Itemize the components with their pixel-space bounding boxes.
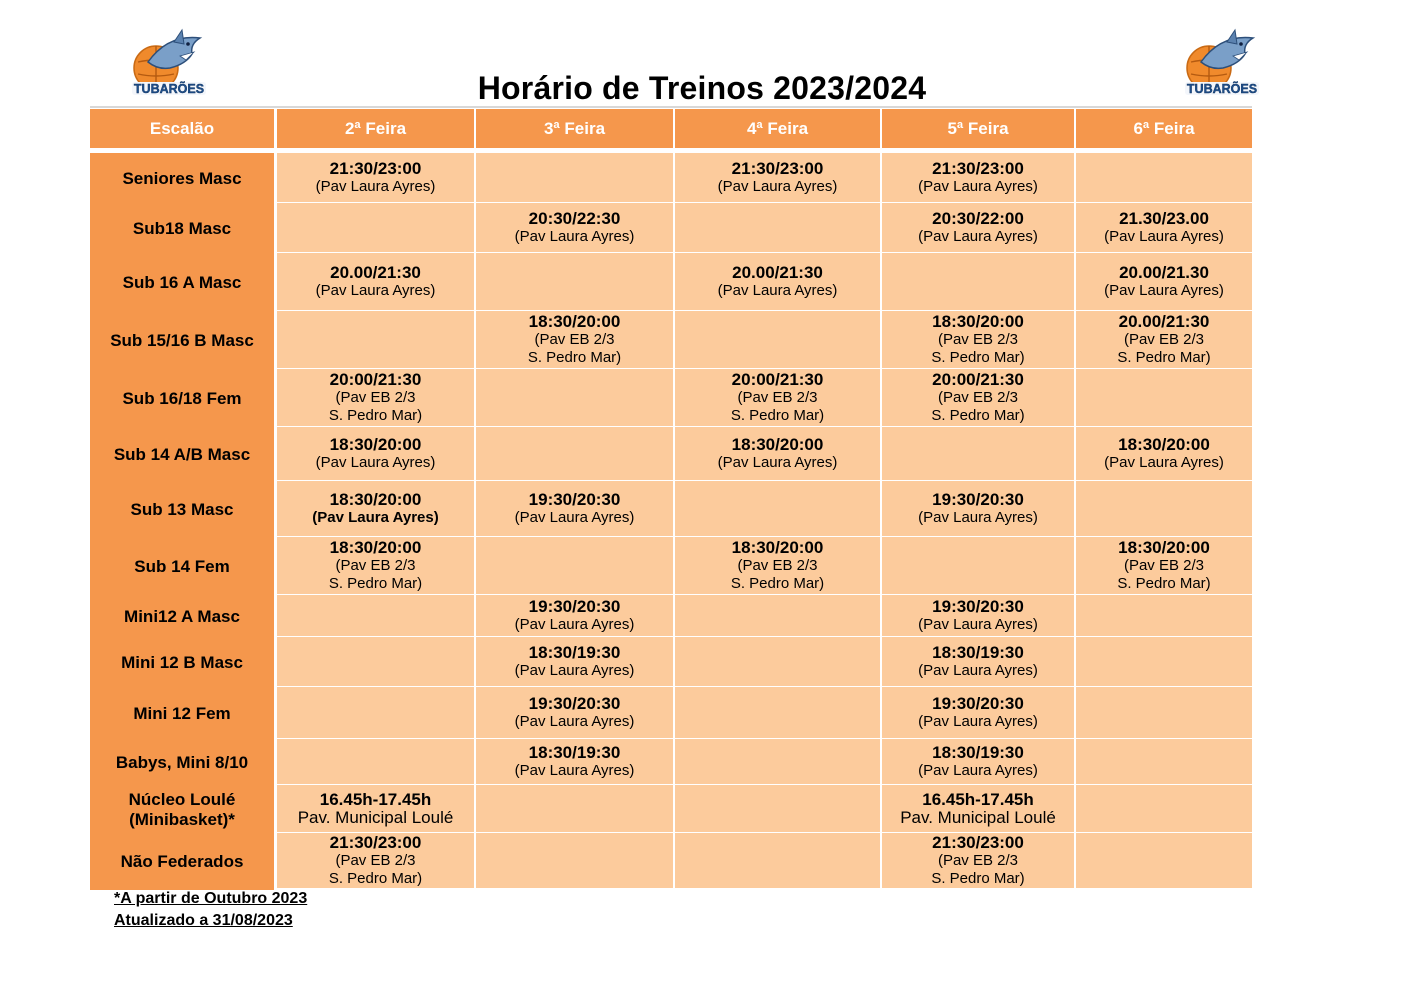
empty-slot (675, 481, 880, 536)
slot-time: 18:30/20:00 (329, 538, 422, 557)
empty-slot (1076, 369, 1252, 426)
slot-venue: (Pav EB 2/3 (737, 557, 818, 574)
slot-time: 18:30/20:00 (1118, 538, 1210, 557)
slot-venue: (Pav Laura Ayres) (514, 509, 635, 526)
schedule-slot (1076, 203, 1252, 252)
slot-venue: S. Pedro Mar) (1117, 349, 1211, 366)
slot-venue: (Pav EB 2/3 (937, 389, 1019, 406)
slot-venue: (Pav Laura Ayres) (717, 178, 838, 195)
slot-time: 21:30/23:00 (731, 159, 824, 178)
row-label-text: Sub 16/18 Fem (122, 388, 242, 408)
schedule-slot (476, 311, 673, 368)
schedule-slot (476, 637, 673, 686)
slot-venue: (Pav Laura Ayres) (918, 616, 1038, 633)
svg-text:TUBARÕES: TUBARÕES (133, 82, 205, 96)
slot-time: 18:30/19:30 (932, 643, 1024, 662)
schedule-slot (277, 833, 474, 888)
slot-venue: (Pav Laura Ayres) (918, 178, 1038, 195)
slot-time: 20.00/21:30 (1118, 312, 1210, 331)
row-label (90, 687, 274, 740)
slot-time: 21:30/23:00 (932, 159, 1024, 178)
row-label (90, 739, 274, 786)
schedule-slot (277, 481, 474, 536)
schedule-slot (277, 427, 474, 480)
slot-time: 19:30/20:30 (528, 694, 621, 713)
slot-venue: (Pav Laura Ayres) (514, 228, 635, 245)
header-day-4: 5ª Feira (882, 109, 1074, 148)
slot-time: 18:30/19:30 (528, 743, 621, 762)
schedule-slot (1076, 311, 1252, 368)
slot-venue: S. Pedro Mar) (730, 407, 825, 424)
slot-venue: (Pav EB 2/3 (335, 852, 416, 869)
empty-slot (675, 595, 880, 636)
slot-time: 16.45h-17.45h (319, 790, 432, 809)
row-label-text: Sub18 Masc (132, 218, 232, 238)
slot-venue: (Pav Laura Ayres) (514, 762, 635, 779)
schedule-slot (1076, 537, 1252, 594)
slot-time: 18:30/20:00 (932, 312, 1024, 331)
row-label-text: Mini 12 Fem (133, 703, 231, 723)
empty-slot (476, 427, 673, 480)
slot-venue: (Pav Laura Ayres) (514, 662, 635, 679)
row-label (90, 481, 274, 538)
schedule-slot (476, 739, 673, 784)
empty-slot (675, 637, 880, 686)
slot-time: 19:30/20:30 (932, 597, 1024, 616)
empty-slot (882, 253, 1074, 310)
row-label-text: Sub 14 A/B Masc (113, 444, 251, 464)
slot-time: 19:30/20:30 (932, 694, 1024, 713)
schedule-slot (277, 537, 474, 594)
slot-time: 21:30/23:00 (932, 833, 1024, 852)
schedule-slot (882, 203, 1074, 252)
slot-time: 18:30/20:00 (528, 312, 621, 331)
empty-slot (1076, 153, 1252, 202)
empty-slot (1076, 481, 1252, 536)
row-label (90, 153, 274, 204)
slot-time: 18:30/20:00 (731, 435, 824, 454)
empty-slot (277, 739, 474, 784)
schedule-slot (882, 637, 1074, 686)
empty-slot (1076, 687, 1252, 738)
title-divider (90, 106, 1252, 108)
slot-venue: (Pav EB 2/3 (335, 389, 416, 406)
slot-venue: S. Pedro Mar) (527, 349, 622, 366)
slot-venue: (Pav EB 2/3 (534, 331, 615, 348)
schedule-slot (882, 153, 1074, 202)
empty-slot (675, 203, 880, 252)
empty-slot (476, 369, 673, 426)
empty-slot (277, 687, 474, 738)
schedule-slot (882, 833, 1074, 888)
slot-venue: (Pav Laura Ayres) (315, 282, 436, 299)
schedule-slot (882, 369, 1074, 426)
slot-venue: (Pav Laura Ayres) (717, 282, 838, 299)
slot-venue: (Pav EB 2/3 (937, 852, 1019, 869)
empty-slot (675, 785, 880, 832)
slot-venue: (Pav EB 2/3 (937, 331, 1019, 348)
row-label (90, 833, 274, 890)
slot-venue: (Pav Laura Ayres) (918, 509, 1038, 526)
row-label (90, 785, 274, 834)
slot-venue: (Pav Laura Ayres) (1104, 454, 1224, 471)
slot-venue: (Pav Laura Ayres) (918, 228, 1038, 245)
slot-time: 21:30/23:00 (329, 159, 422, 178)
header-day-1: 2ª Feira (277, 109, 474, 148)
schedule-slot (675, 537, 880, 594)
schedule-slot (1076, 427, 1252, 480)
row-label-text: Seniores Masc (122, 168, 242, 188)
row-label (90, 537, 274, 596)
slot-time: 20:00/21:30 (731, 370, 824, 389)
empty-slot (277, 637, 474, 686)
slot-time: 20:00/21:30 (329, 370, 422, 389)
empty-slot (675, 311, 880, 368)
slot-time: 18:30/19:30 (932, 743, 1024, 762)
row-label-text: Não Federados (120, 851, 244, 871)
row-label (90, 369, 274, 428)
schedule-slot (1076, 253, 1252, 310)
schedule-slot (476, 687, 673, 738)
slot-venue: (Pav Laura Ayres) (315, 454, 436, 471)
schedule-slot (277, 785, 474, 832)
empty-slot (277, 311, 474, 368)
slot-time: 19:30/20:30 (528, 490, 621, 509)
slot-venue: (Pav Laura Ayres) (315, 178, 436, 195)
empty-slot (476, 153, 673, 202)
slot-venue: (Pav Laura Ayres) (514, 713, 635, 730)
empty-slot (882, 427, 1074, 480)
schedule-slot (476, 481, 673, 536)
row-label (90, 203, 274, 254)
schedule-slot (277, 369, 474, 426)
schedule-slot (882, 739, 1074, 784)
slot-venue: S. Pedro Mar) (1117, 575, 1211, 592)
row-label-text: Sub 15/16 B Masc (110, 330, 254, 350)
slot-venue: S. Pedro Mar) (328, 870, 423, 887)
empty-slot (675, 687, 880, 738)
slot-time: 20:30/22:30 (528, 209, 621, 228)
row-label-text: Núcleo Loulé (128, 789, 236, 809)
slot-venue: (Pav Laura Ayres) (918, 713, 1038, 730)
slot-time: 20.00/21.30 (1119, 263, 1209, 282)
slot-time: 20:00/21:30 (932, 370, 1024, 389)
slot-venue: S. Pedro Mar) (730, 575, 825, 592)
row-label (90, 637, 274, 688)
schedule-slot (882, 311, 1074, 368)
empty-slot (277, 595, 474, 636)
row-label-text: Mini12 A Masc (124, 606, 240, 626)
empty-slot (1076, 637, 1252, 686)
slot-venue: (Pav Laura Ayres) (717, 454, 838, 471)
empty-slot (277, 203, 474, 252)
schedule-slot (277, 253, 474, 310)
slot-time: 21.30/23.00 (1119, 209, 1209, 228)
slot-venue: S. Pedro Mar) (931, 407, 1025, 424)
empty-slot (675, 739, 880, 784)
schedule-slot (882, 687, 1074, 738)
slot-venue: (Pav Laura Ayres) (1104, 228, 1224, 245)
footnote-october: *A partir de Outubro 2023 (114, 890, 308, 907)
page-title: Horário de Treinos 2023/2024 (477, 70, 927, 106)
schedule-slot (675, 153, 880, 202)
header-escalao: Escalão (90, 109, 274, 148)
slot-venue: S. Pedro Mar) (931, 349, 1025, 366)
slot-venue: S. Pedro Mar) (328, 407, 423, 424)
row-label-text: Mini 12 B Masc (121, 652, 243, 672)
slot-venue: (Pav EB 2/3 (1123, 557, 1205, 574)
slot-venue: Pav. Municipal Loulé (900, 808, 1056, 827)
slot-time: 19:30/20:30 (528, 597, 621, 616)
schedule-slot (675, 427, 880, 480)
empty-slot (476, 785, 673, 832)
row-label-text: Sub 14 Fem (134, 556, 230, 576)
slot-time: 20:30/22:00 (932, 209, 1024, 228)
slot-time: 18:30/20:00 (329, 490, 422, 509)
slot-venue: (Pav Laura Ayres) (918, 662, 1038, 679)
row-label-text: Sub 13 Masc (130, 499, 234, 519)
slot-time: 18:30/19:30 (528, 643, 621, 662)
row-label (90, 253, 274, 312)
slot-time: 19:30/20:30 (932, 490, 1024, 509)
slot-time: 18:30/20:00 (1118, 435, 1210, 454)
row-label-text: (Minibasket)* (129, 809, 235, 829)
empty-slot (675, 833, 880, 888)
empty-slot (1076, 739, 1252, 784)
schedule-slot (882, 595, 1074, 636)
row-label (90, 311, 274, 370)
slot-venue: (Pav Laura Ayres) (514, 616, 635, 633)
slot-time: 16.45h-17.45h (922, 790, 1034, 809)
slot-venue: S. Pedro Mar) (931, 870, 1025, 887)
row-label-text: Sub 16 A Masc (122, 272, 242, 292)
empty-slot (882, 537, 1074, 594)
row-label-text: Babys, Mini 8/10 (115, 752, 249, 772)
header-day-3: 4ª Feira (675, 109, 880, 148)
slot-venue: Pav. Municipal Loulé (297, 808, 454, 827)
empty-slot (1076, 833, 1252, 888)
schedule-slot (882, 785, 1074, 832)
schedule-slot (882, 481, 1074, 536)
slot-venue: (Pav EB 2/3 (737, 389, 818, 406)
slot-time: 20.00/21:30 (732, 263, 823, 282)
schedule-slot (675, 253, 880, 310)
schedule-slot (277, 153, 474, 202)
empty-slot (1076, 595, 1252, 636)
schedule-slot (476, 203, 673, 252)
slot-venue: (Pav Laura Ayres) (918, 762, 1038, 779)
header-day-5: 6ª Feira (1076, 109, 1252, 148)
row-label (90, 427, 274, 482)
footnote-updated: Atualizado a 31/08/2023 (114, 912, 293, 929)
schedule-slot (675, 369, 880, 426)
slot-venue: S. Pedro Mar) (328, 575, 423, 592)
empty-slot (476, 833, 673, 888)
empty-slot (476, 253, 673, 310)
slot-time: 18:30/20:00 (329, 435, 422, 454)
slot-venue: (Pav Laura Ayres) (312, 509, 439, 526)
empty-slot (476, 537, 673, 594)
slot-time: 18:30/20:00 (731, 538, 824, 557)
slot-time: 21:30/23:00 (329, 833, 422, 852)
empty-slot (1076, 785, 1252, 832)
svg-text:TUBARÕES: TUBARÕES (1186, 82, 1258, 96)
header-day-2: 3ª Feira (476, 109, 673, 148)
slot-venue: (Pav EB 2/3 (1123, 331, 1205, 348)
row-label (90, 595, 274, 638)
slot-venue: (Pav Laura Ayres) (1104, 282, 1224, 299)
slot-venue: (Pav EB 2/3 (335, 557, 416, 574)
slot-time: 20.00/21:30 (330, 263, 421, 282)
schedule-slot (476, 595, 673, 636)
